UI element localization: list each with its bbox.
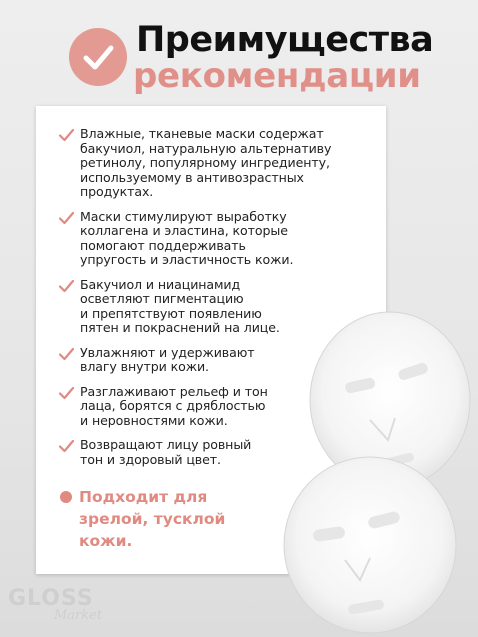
check-icon — [58, 347, 75, 361]
recommendation-text: Подходит для зрелой, тусклой кожи. — [79, 488, 226, 550]
brand-logo-sub: Market — [54, 608, 103, 623]
benefit-item — [58, 210, 358, 268]
benefit-text: Маски стимулируют выработку коллагена и эластина, которые помогают поддерживать упругость и эластичность кожи. — [80, 208, 294, 267]
brand-logo-text: GLOSS — [8, 586, 94, 611]
benefit-text: Разглаживают рельеф и тон лаца, борятся с дряблостью и неровностями кожи. — [80, 383, 268, 428]
benefit-text: Возвращают лицу ровный тон и здоровый цвет. — [80, 437, 252, 467]
check-icon — [58, 128, 75, 142]
page-title: Преимущества — [136, 20, 434, 60]
check-icon — [58, 211, 75, 225]
benefit-item — [58, 127, 358, 200]
recommendation — [60, 486, 300, 552]
checkmark-icon — [69, 28, 127, 86]
benefit-text: Увлажняют и удерживают влагу внутри кожи. — [80, 344, 255, 374]
bullet-dot-icon — [60, 491, 72, 503]
check-icon — [58, 279, 75, 293]
check-icon — [58, 439, 75, 453]
benefit-text: Влажные, тканевые маски содержат бакучиол, натуральную альтернативу ретинолу, популярному ингредиенту, используемому в антивозрастных продуктах. — [80, 126, 332, 199]
check-icon — [58, 386, 75, 400]
benefits-list — [58, 127, 358, 477]
benefit-item — [58, 385, 358, 429]
benefit-text: Бакучиол и ниацинамид осветляют пигментацию и препятствуют появлению пятен и покраснений на лице. — [80, 276, 280, 335]
benefit-item — [58, 278, 358, 336]
page-subtitle: рекомендации — [133, 56, 421, 96]
brand-logo — [8, 586, 118, 630]
benefit-item — [58, 438, 358, 467]
benefit-item — [58, 346, 358, 375]
